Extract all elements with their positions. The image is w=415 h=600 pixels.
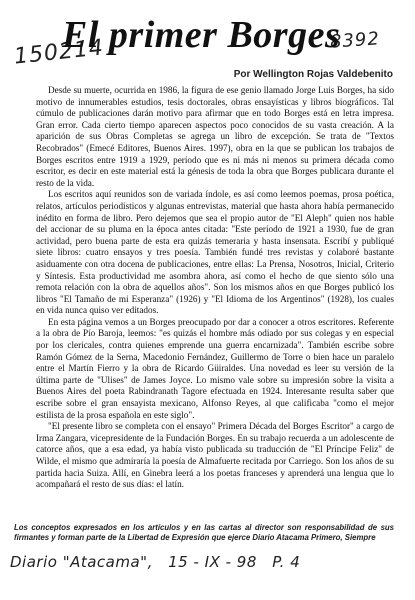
source-date: 15 - IX - 98 [168,553,257,571]
paragraph-3: En esta página vemos a un Borges preocupado por dar a conocer a otros escritores. Referente a la obra de Pío Baroja, leemos: "es quizás el hombre más odiado por sus colegas y en especial por los clericales, contra quienes emprende una guerra encarnizada". También escribe sobre Ramón Gómez de la Serna, Macedonio Fernández, Guillermo de Torre o bien hace un paralelo entre el Martín Fierro y la obra de Ricardo Güiraldes. Una novedad es leer su versión de la última parte de "Ulises" de James Joyce. Lo mismo vale sobre su impresión sobre la visita a Buenos Aires del poeta Rabindranath Tagore efectuada en 1924. Interesante resulta saber que escribe sobre el gran ensayista mexicano, Alfonso Reyes, al que calificaba "como el mejor estilista de la prosa española en este siglo". [36,316,394,420]
handwritten-reference-number: 8392 [329,28,381,53]
source-newspaper: Diario "Atacama", [10,553,153,571]
article-title: El primer Borges [62,14,341,56]
paragraph-1: Desde su muerte, ocurrida en 1986, la figura de ese genio llamado Jorge Luis Borges, ha sido motivo de innumerables estudios, tesis doctorales, obras ensayísticas y libros biográficos. Tal cúmulo de publicaciones darán motivo para afirmar que en todo Borges está en letra impresa. Gran error. Cada cierto tiempo aparecen aspectos poco conocidos de su vasta creación. A la aparición de sus Obras Completas se agrega un libro de excepción. Se trata de "Textos Recobrados" (Emecé Editores, Buenos Aires. 1997), obra en la que se publican los trabajos de Borges escritos entre 1919 a 1929, período que es ni más ni menos su primera década como escritor, es decir en este material está la génesis de toda la obra que Borges publicara durante el resto de la vida. [36,85,394,188]
editorial-disclaimer: Los conceptos expresados en los artículos y en las cartas al director son responsabilidad de sus firmantes y forman parte de la Libertad de Expresión que ejerce Diario Atacama Primero, Siempre [14,523,394,542]
paragraph-4: "El presente libro se completa con el ensayo" Primera Década del Borges Escritor" a cargo de Irma Zangara, vicepresidente de la Fundación Borges. En su trabajo recuerda a un adolescente de catorce años, que a esa edad, ya había visto publicada su traducción de "El Príncipe Feliz" de Wilde, el mismo que admiraría la poesía de Almafuerte recitada por Carriego. Son los años de su partida hacia Suiza. Allí, en Ginebra leerá a los poetas franceses y aprenderá una lengua que lo acompañará el resto de sus días: el latín. [36,421,394,490]
article-body [36,85,394,491]
source-page: P. 4 [272,553,301,571]
paragraph-2: Los escritos aquí reunidos son de variada índole, es así como leemos poemas, prosa poética, relatos, artículos periodísticos y algunas entrevistas, material que hasta ahora había permanecido inédito en forma de libro. Pero dejemos que sea el propio autor de "El Aleph" quien nos hable del accionar de su pluma en la época antes citada: "Este período de 1921 a 1930, fue de gran actividad, pero buena parte de esta era quizás temeraria y hasta insensata. Escribí y publiqué siete libros: cuatro ensayos y tres poesía. También fundé tres revistas y colaboré bastante asiduamente con otra docena de publicaciones, entre ellas: La Prensa, Nosotros, Inicial, Criterio y Síntesis. Esta productividad me asombra ahora, así como el hecho de que siento sólo una remota relación con la obra de aquellos años". Son los mismos años en que Borges publicó los libros "El Tamaño de mi Esperanza" (1926) y "El Idioma de los Argentinos" (1928), los cuales en vida nunca quiso ver editados. [36,189,394,316]
article-byline: Por Wellington Rojas Valdebenito [233,69,393,80]
handwritten-source-note [10,553,405,571]
handwritten-archive-number: 150214 [12,35,106,70]
